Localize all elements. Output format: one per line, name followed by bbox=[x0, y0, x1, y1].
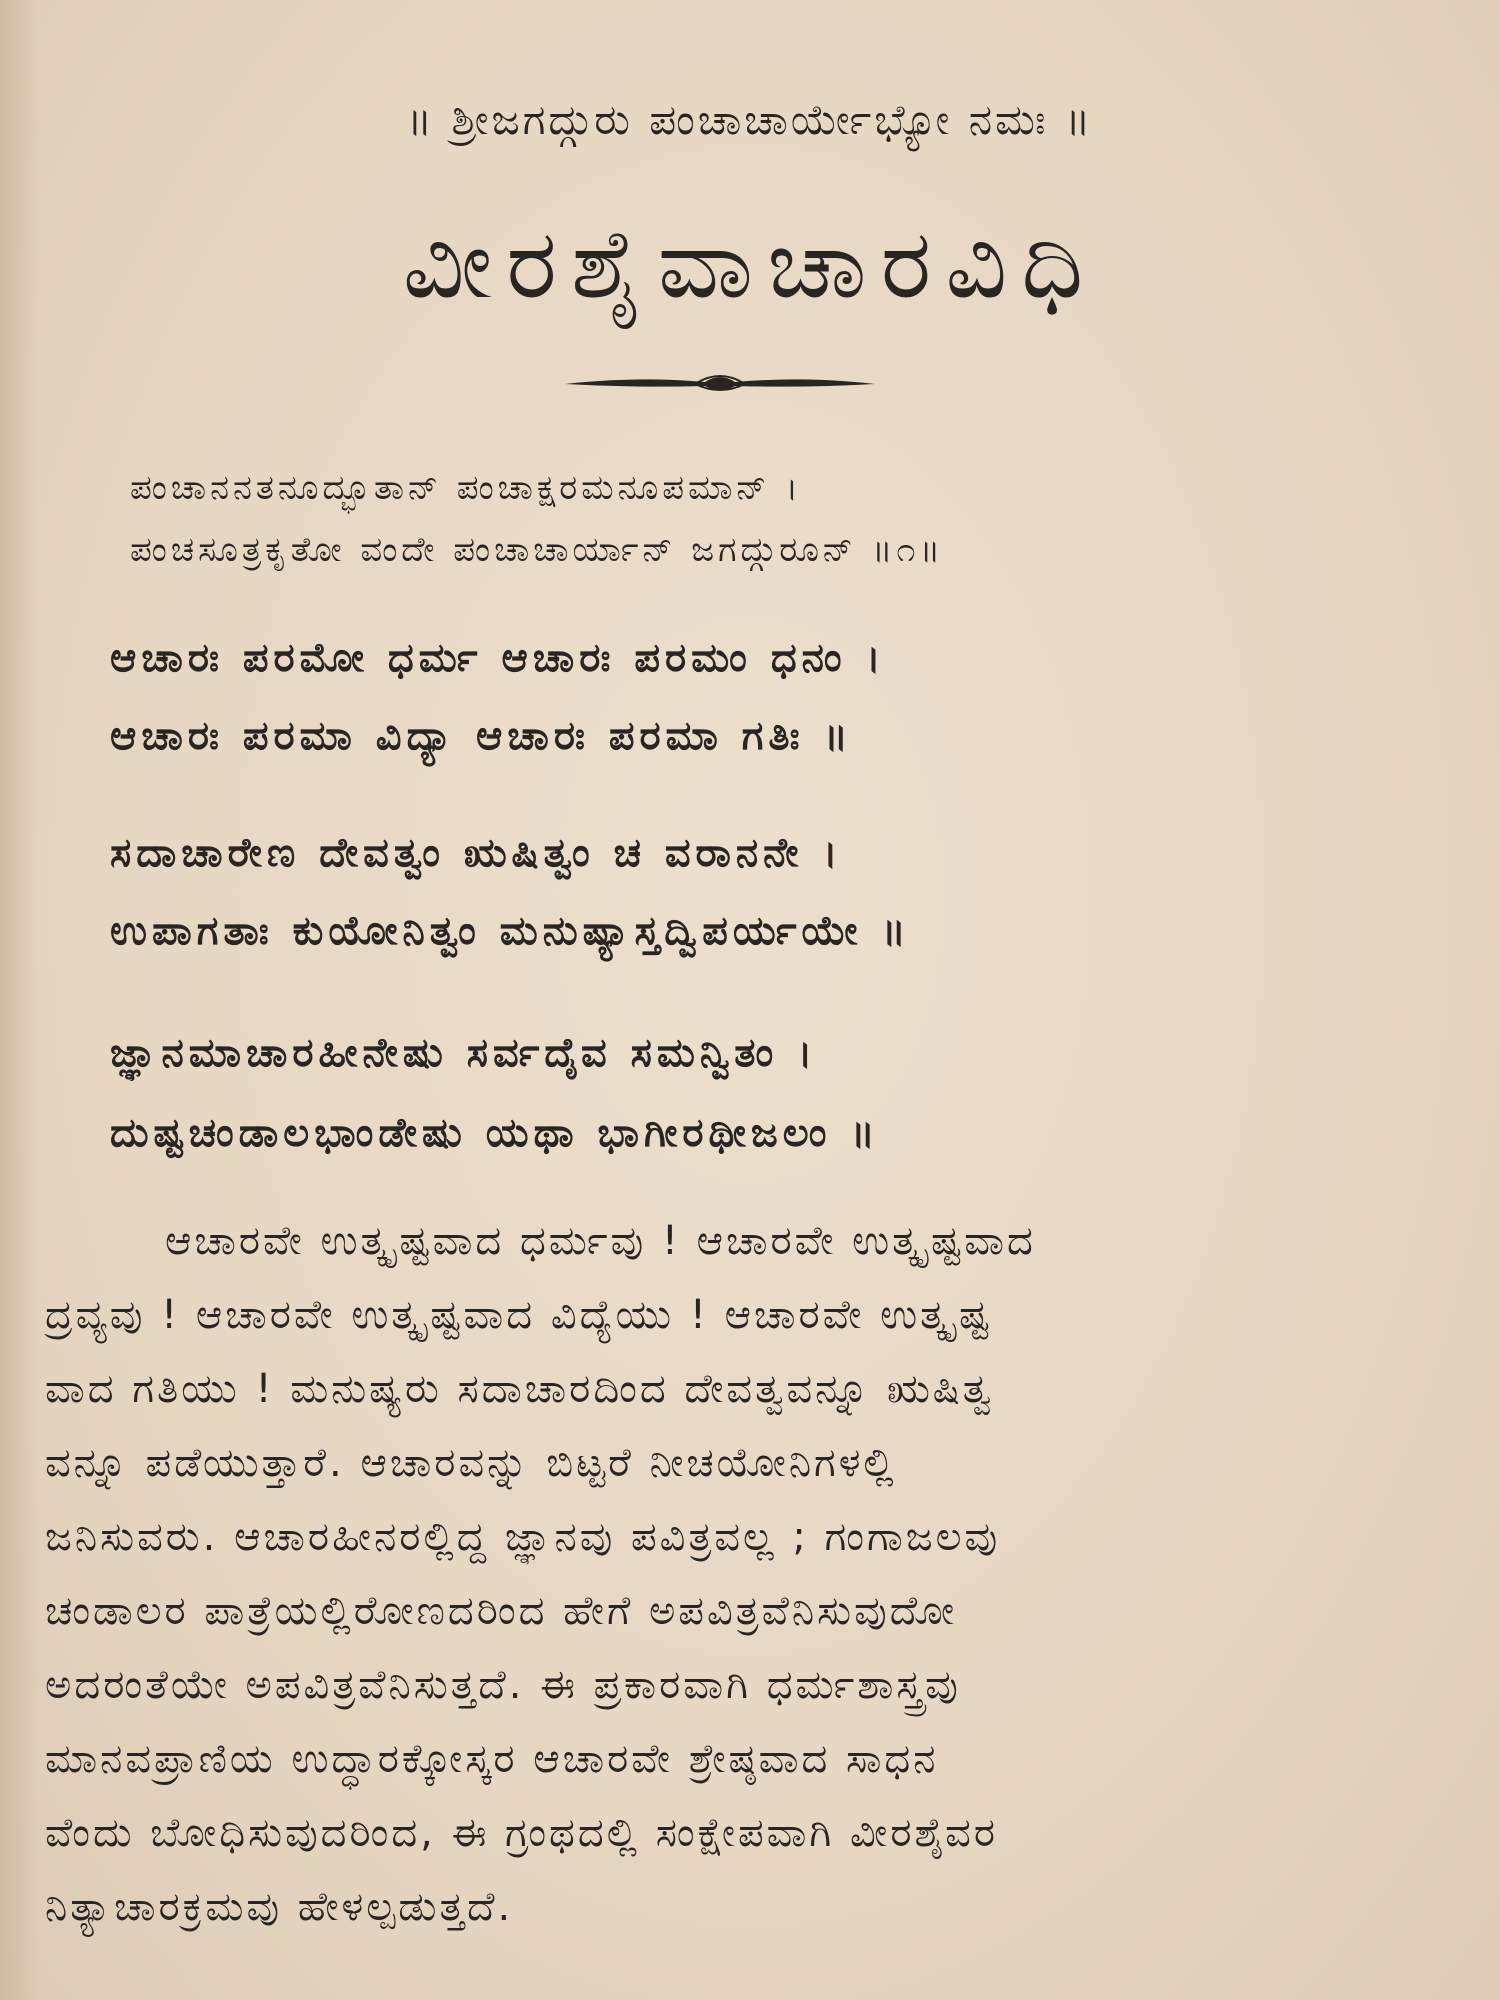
paragraph-line: ವನ್ನೂ ಪಡೆಯುತ್ತಾರೆ. ಆಚಾರವನ್ನು ಬಿಟ್ಟರೆ ನೀಚಯೋನಿಗಳಲ್ಲಿ bbox=[45, 1440, 897, 1486]
paragraph-line: ಮಾನವಪ್ರಾಣಿಯ ಉದ್ಧಾರಕ್ಕೋಸ್ಕರ ಆಚಾರವೇ ಶ್ರೇಷ್ಠವಾದ ಸಾಧನ bbox=[45, 1736, 939, 1782]
page-title: ವೀರಶೈವಾಚಾರವಿಧಿ bbox=[402, 208, 1098, 320]
paragraph-line: ಆಚಾರವೇ ಉತ್ಕೃಷ್ಟವಾದ ಧರ್ಮವು ! ಆಚಾರವೇ ಉತ್ಕೃಷ್ಟವಾದ bbox=[165, 1218, 1036, 1264]
ornamental-divider bbox=[555, 370, 885, 398]
paragraph-line: ಚಂಡಾಲರ ಪಾತ್ರೆಯಲ್ಲಿರೋಣದರಿಂದ ಹೇಗೆ ಅಪವಿತ್ರವೆನಿಸುವುದೋ bbox=[45, 1588, 958, 1634]
paragraph-line: ನಿತ್ಯಾಚಾರಕ್ರಮವು ಹೇಳಲ್ಪಡುತ್ತದೆ. bbox=[45, 1884, 514, 1930]
verse-line: ಪಂಚಸೂತ್ರಕೃತೋ ವಂದೇ ಪಂಚಾಚಾರ್ಯಾನ್ ಜಗದ್ಗುರೂನ್ ॥೧॥ bbox=[130, 530, 945, 570]
verse-line: ಉಪಾಗತಾಃ ಕುಯೋನಿತ್ವಂ ಮನುಷ್ಯಾಸ್ತದ್ವಿಪರ್ಯಯೇ ॥ bbox=[110, 908, 911, 954]
paragraph-line: ಜನಿಸುವರು. ಆಚಾರಹೀನರಲ್ಲಿದ್ದ ಜ್ಞಾನವು ಪವಿತ್ರವಲ್ಲ ; ಗಂಗಾಜಲವು bbox=[45, 1514, 1001, 1560]
verse-line: ಆಚಾರಃ ಪರಮಾ ವಿದ್ಯಾ ಆಚಾರಃ ಪರಮಾ ಗತಿಃ ॥ bbox=[110, 713, 853, 759]
verse-line: ಆಚಾರಃ ಪರಮೋ ಧರ್ಮ ಆಚಾರಃ ಪರಮಂ ಧನಂ । bbox=[110, 635, 886, 681]
paragraph-line: ವಾದ ಗತಿಯು ! ಮನುಷ್ಯರು ಸದಾಚಾರದಿಂದ ದೇವತ್ವವನ್ನೂ ಋಷಿತ್ವ bbox=[45, 1366, 995, 1412]
verse-line: ಸದಾಚಾರೇಣ ದೇವತ್ವಂ ಋಷಿತ್ವಂ ಚ ವರಾನನೇ । bbox=[110, 830, 843, 876]
paragraph-line: ಅದರಂತೆಯೇ ಅಪವಿತ್ರವೆನಿಸುತ್ತದೆ. ಈ ಪ್ರಕಾರವಾಗಿ ಧರ್ಮಶಾಸ್ತ್ರವು bbox=[45, 1662, 961, 1708]
verse-line: ಜ್ಞಾನಮಾಚಾರಹೀನೇಷು ಸರ್ವದೈವ ಸಮನ್ವಿತಂ । bbox=[110, 1030, 818, 1076]
invocation-line: ॥ ಶ್ರೀಜಗದ್ಗುರು ಪಂಚಾಚಾರ್ಯೇಭ್ಯೋ ನಮಃ ॥ bbox=[406, 95, 1094, 144]
paragraph-line: ದ್ರವ್ಯವು ! ಆಚಾರವೇ ಉತ್ಕೃಷ್ಟವಾದ ವಿದ್ಯೆಯು ! ಆಚಾರವೇ ಉತ್ಕೃಷ್ಟ bbox=[45, 1292, 993, 1338]
paragraph-line: ವೆಂದು ಬೋಧಿಸುವುದರಿಂದ, ಈ ಗ್ರಂಥದಲ್ಲಿ ಸಂಕ್ಷೇಪವಾಗಿ ವೀರಶೈವರ bbox=[45, 1810, 999, 1856]
verse-line: ಪಂಚಾನನತನೂದ್ಭೂತಾನ್ ಪಂಚಾಕ್ಷರಮನೂಪಮಾನ್ । bbox=[130, 468, 802, 508]
verse-line: ದುಷ್ಟಚಂಡಾಲಭಾಂಡೇಷು ಯಥಾ ಭಾಗೀರಥೀಜಲಂ ॥ bbox=[110, 1110, 880, 1156]
